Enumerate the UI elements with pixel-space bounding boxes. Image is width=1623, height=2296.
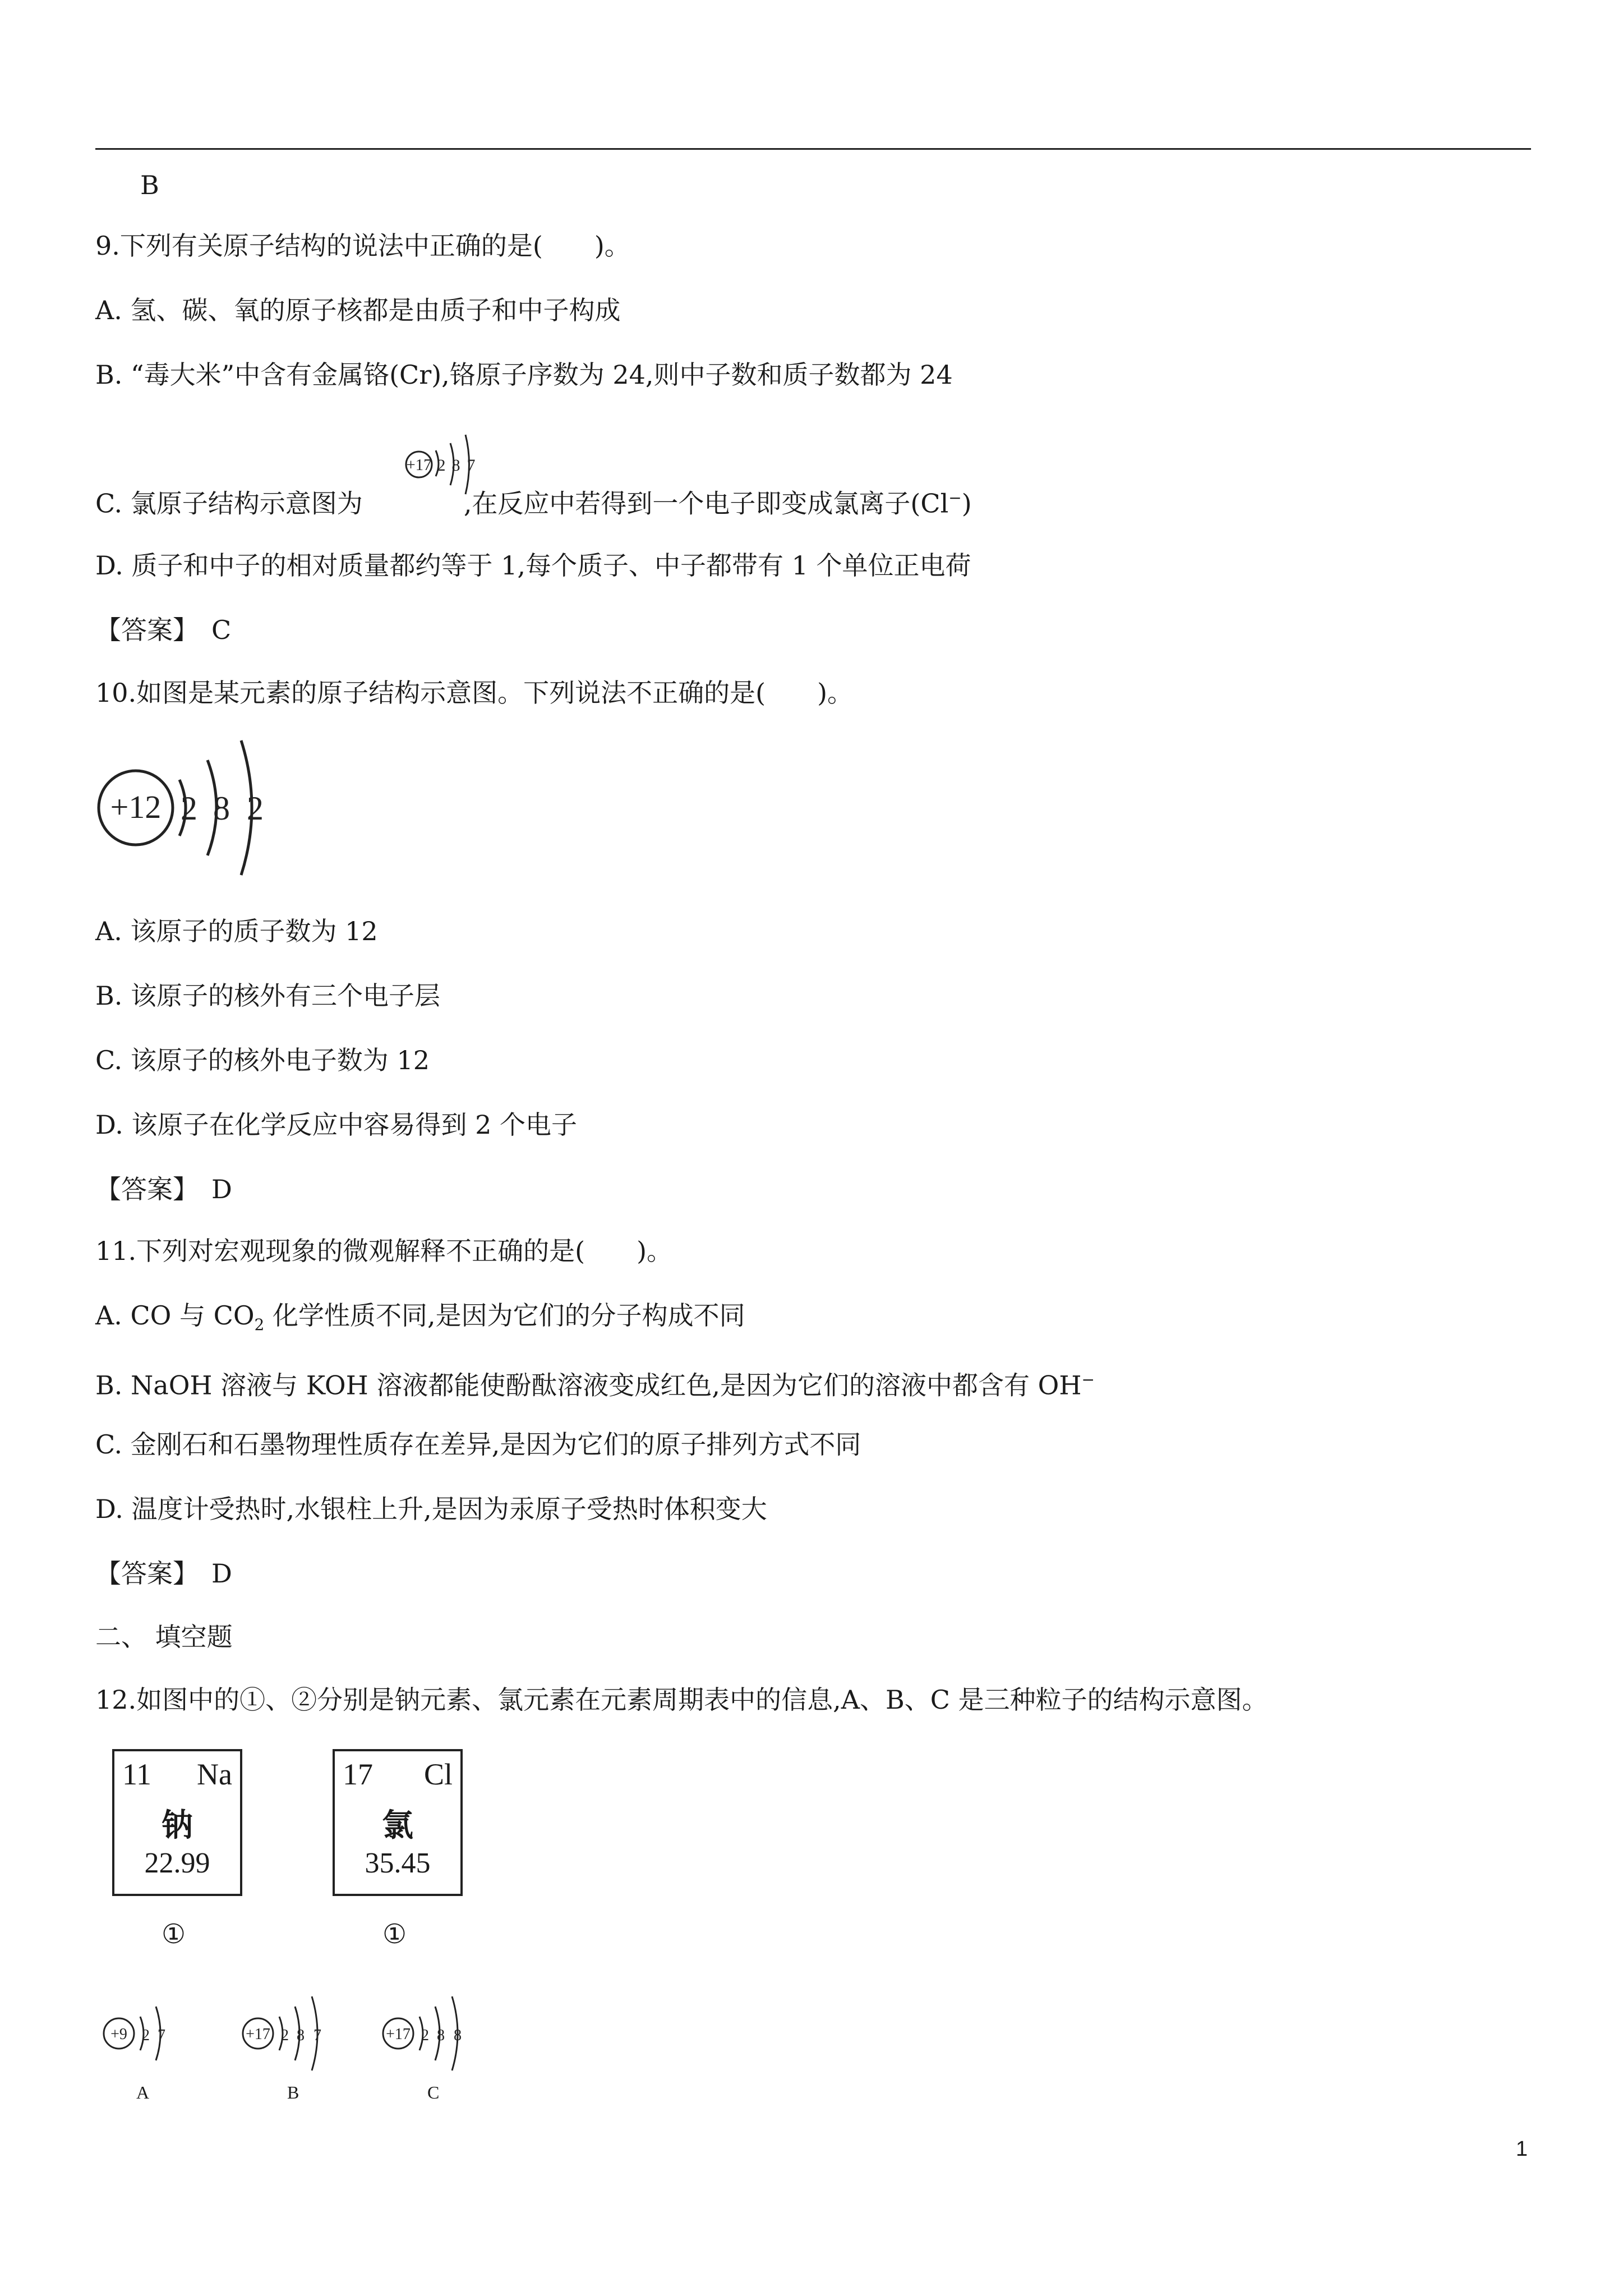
q10-shell-1: 2: [181, 790, 197, 827]
particle-diagram-b: [234, 1994, 358, 2073]
card-caption: ①: [162, 1918, 186, 1950]
card-name: 氯: [382, 1807, 413, 1844]
q9-option-c: [95, 481, 972, 520]
q9-stem: 9.下列有关原子结构的说法中正确的是( )。: [95, 231, 630, 261]
particle-c-shell-3: 8: [454, 2027, 462, 2044]
q9-option-d: D. 质子和中子的相对质量都约等于 1,每个质子、中子都带有 1 个单位正电荷: [95, 550, 971, 581]
card-atomic-number: 17: [343, 1757, 373, 1791]
page-number: 1: [1515, 2137, 1528, 2161]
q11-stem: 11.下列对宏观现象的微观解释不正确的是( )。: [95, 1236, 673, 1266]
q11-option-b: [95, 1363, 1095, 1402]
q11-option-d: D. 温度计受热时,水银柱上升,是因为汞原子受热时体积变大: [95, 1494, 767, 1524]
q9-shell-1: 2: [437, 456, 446, 475]
card-symbol: Cl: [423, 1757, 453, 1791]
q11-option-b-pre: B. NaOH 溶液与 KOH 溶液都能使酚酞溶液变成红色,是因为它们的溶液中都含有 OH: [95, 1370, 1082, 1401]
q10-nucleus-label: +12: [110, 789, 162, 825]
q9-option-a: A. 氢、碳、氧的原子核都是由质子和中子构成: [95, 295, 621, 325]
element-card-sodium: [112, 1749, 242, 1896]
q10-shell-3: 2: [247, 790, 264, 827]
card-caption: ①: [382, 1918, 407, 1950]
particle-diagram-a: [95, 1994, 196, 2073]
q10-stem: 10.如图是某元素的原子结构示意图。下列说法不正确的是( )。: [95, 678, 854, 708]
particle-b-label: B: [287, 2082, 299, 2102]
q10-option-c: C. 该原子的核外电子数为 12: [95, 1045, 430, 1075]
q9-option-c-post: ,在反应中若得到一个电子即变成氯离子(Cl: [463, 488, 949, 519]
q10-atom-diagram: [95, 738, 275, 884]
q9-atom-diagram: [395, 418, 496, 508]
particle-a-nucleus: +9: [110, 2026, 127, 2043]
q11-option-a-sub: 2: [254, 1315, 265, 1335]
card-name: 钠: [162, 1807, 193, 1844]
element-card-chlorine: [333, 1749, 463, 1896]
particle-b-shell-2: 8: [297, 2027, 305, 2044]
particle-a-shell-1: 2: [142, 2027, 150, 2044]
card-atomic-mass: 35.45: [365, 1847, 431, 1879]
q9-option-c-end: ): [961, 488, 972, 519]
particle-b-shell-1: 2: [281, 2027, 289, 2044]
card-atomic-number: 11: [122, 1757, 151, 1791]
particle-diagram-c: [375, 1994, 498, 2073]
q9-shell-3: 7: [467, 456, 476, 475]
particle-b-shell-3: 7: [313, 2027, 321, 2044]
q11-answer: 【答案】 D: [95, 1558, 232, 1589]
particle-c-shell-2: 8: [437, 2027, 445, 2044]
particle-c-shell-1: 2: [421, 2027, 429, 2044]
q9-nucleus-label: +17: [406, 456, 432, 474]
q9-option-b: B. “毒大米”中含有金属铬(Cr),铬原子序数为 24,则中子数和质子数都为 24: [95, 360, 953, 390]
q11-option-b-sup: −: [1081, 1370, 1095, 1389]
q11-option-a: [95, 1299, 745, 1342]
card-atomic-mass: 22.99: [144, 1847, 210, 1879]
q9-option-c-pre: C. 氯原子结构示意图为: [95, 488, 363, 519]
particle-c-label: C: [427, 2082, 440, 2102]
header-rule: [95, 148, 1531, 150]
particle-a-label: A: [136, 2082, 150, 2102]
q9-shell-2: 8: [451, 456, 460, 475]
previous-answer: B: [140, 170, 159, 200]
q10-option-a: A. 该原子的质子数为 12: [95, 916, 378, 946]
q10-answer: 【答案】 D: [95, 1174, 232, 1204]
q10-shell-2: 8: [213, 790, 230, 827]
q9-option-c-sup: −: [948, 489, 962, 507]
particle-b-nucleus: +17: [246, 2026, 270, 2043]
card-symbol: Na: [197, 1757, 232, 1791]
q11-option-c: C. 金刚石和石墨物理性质存在差异,是因为它们的原子排列方式不同: [95, 1429, 861, 1460]
q10-option-b: B. 该原子的核外有三个电子层: [95, 981, 441, 1011]
section-heading: 二、 填空题: [95, 1622, 233, 1652]
q10-option-d: D. 该原子在化学反应中容易得到 2 个电子: [95, 1110, 577, 1140]
particle-c-nucleus: +17: [386, 2026, 411, 2043]
q11-option-a-pre: A. CO 与 CO: [95, 1300, 255, 1331]
particle-a-shell-2: 7: [158, 2027, 165, 2044]
q9-answer: 【答案】 C: [95, 615, 232, 645]
q11-option-a-post: 化学性质不同,是因为它们的分子构成不同: [264, 1300, 745, 1331]
q12-stem: 12.如图中的①、②分别是钠元素、氯元素在元素周期表中的信息,A、B、C 是三种粒子的结构示意图。: [95, 1685, 1268, 1715]
